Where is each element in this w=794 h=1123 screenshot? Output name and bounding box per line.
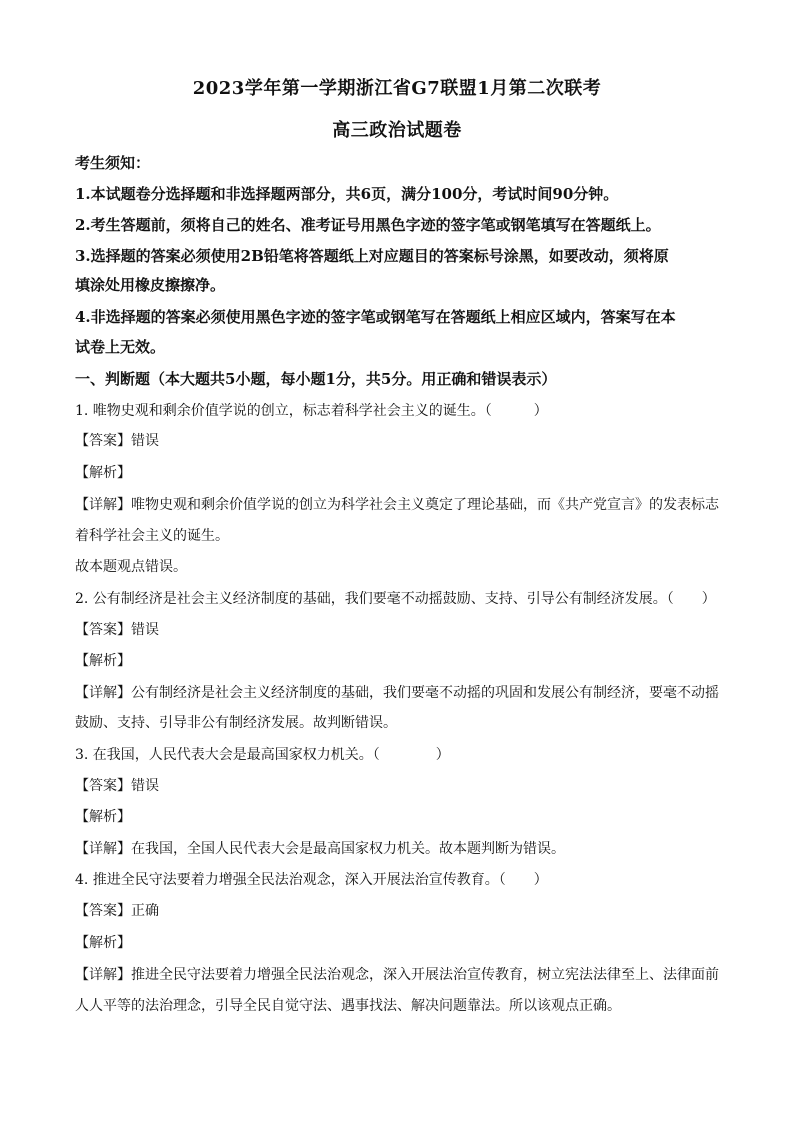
question-4-analysis: 【解析】 [75,935,131,951]
notice-item-1: 1.本试题卷分选择题和非选择题两部分，共6页，满分100分，考试时间90分钟。 [75,185,619,203]
question-4-detail-1: 【详解】推进全民守法要着力增强全民法治观念，深入开展法治宣传教育，树立宪法法律至上、法律面前 [75,967,719,983]
question-3-detail-1: 【详解】在我国，全国人民代表大会是最高国家权力机关。故本题判断为错误。 [75,841,565,857]
question-2-stem: 2. 公有制经济是社会主义经济制度的基础，我们要毫不动摇鼓励、支持、引导公有制经济发展。（ ） [75,591,716,607]
question-1-answer: 【答案】错误 [75,433,159,449]
question-3-stem: 3. 在我国，人民代表大会是最高国家权力机关。（ ） [75,747,450,763]
question-3-analysis: 【解析】 [75,809,131,825]
question-3-answer: 【答案】错误 [75,778,159,794]
question-2-analysis: 【解析】 [75,653,131,669]
notice-item-2: 2.考生答题前，须将自己的姓名、准考证号用黑色字迹的签字笔或钢笔填写在答题纸上。 [75,216,661,234]
question-4-answer: 【答案】正确 [75,903,159,919]
notice-item-3-cont: 填涂处用橡皮擦擦净。 [75,276,226,294]
question-1-detail-3: 故本题观点错误。 [75,559,187,575]
question-4-stem: 4. 推进全民守法要着力增强全民法治观念，深入开展法治宣传教育。（ ） [75,872,548,888]
question-2-answer: 【答案】错误 [75,622,159,638]
notice-heading: 考生须知： [75,154,151,172]
question-1-analysis: 【解析】 [75,465,131,481]
question-2-detail-1: 【详解】公有制经济是社会主义经济制度的基础，我们要毫不动摇的巩固和发展公有制经济，要毫不动摇 [75,685,719,701]
question-1-detail-2: 着科学社会主义的诞生。 [75,528,229,544]
question-1-stem: 1. 唯物史观和剩余价值学说的创立，标志着科学社会主义的诞生。（ ） [75,403,548,419]
question-4-detail-2: 人人平等的法治理念，引导全民自觉守法、遇事找法、解决问题靠法。所以该观点正确。 [75,998,621,1014]
section-heading: 一、判断题（本大题共5小题，每小题1分，共5分。用正确和错误表示） [75,370,557,388]
exam-subtitle: 高三政治试题卷 [332,120,462,141]
question-2-detail-2: 鼓励、支持、引导非公有制经济发展。故判断错误。 [75,715,397,731]
notice-item-3: 3.选择题的答案必须使用2B铅笔将答题纸上对应题目的答案标号涂黑，如要改动，须将原 [75,247,669,265]
notice-item-4: 4.非选择题的答案必须使用黑色字迹的签字笔或钢笔写在答题纸上相应区域内，答案写在本 [75,308,676,326]
notice-item-4-cont: 试卷上无效。 [75,338,166,356]
exam-title: 2023学年第一学期浙江省G7联盟1月第二次联考 [192,78,602,99]
question-1-detail-1: 【详解】唯物史观和剩余价值学说的创立为科学社会主义奠定了理论基础，而《共产党宣言》的发表标志 [75,497,719,513]
